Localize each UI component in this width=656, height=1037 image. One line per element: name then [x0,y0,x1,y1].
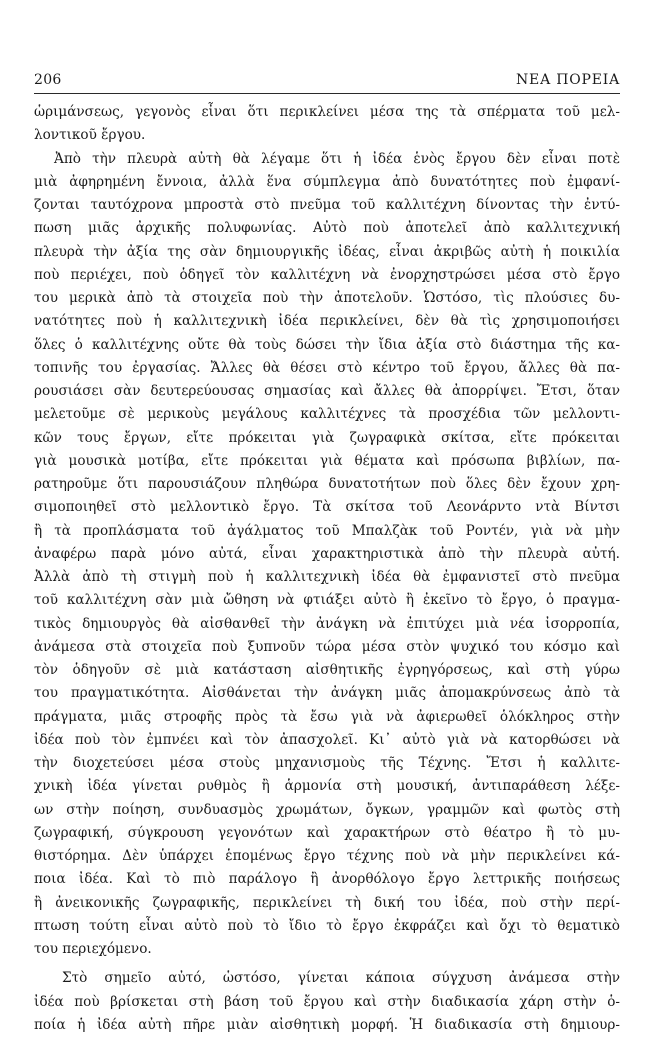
text-line: Ἀπὸ τὴν πλευρὰ αὐτὴ θὰ λέγαμε ὅτι ἡ ἰδέα ἑνὸς ἔργου δὲν εἶναι ποτὲ [54,150,620,167]
text-line: Ἀλλὰ ἀπὸ τὴ στιγμὴ ποὺ ἡ καλλιτεχνικὴ ἰδέα θὰ ἐμφανιστεῖ στὸ πνεῦμα [34,569,620,585]
text-line: χνικὴ ἰδέα γίνεται ρυθμὸς ἢ ἁρμονία στὴ μουσική, ἀντιπαράθεση λέξε- [34,778,620,795]
paragraph [34,101,620,148]
text-line: Στὸ σημεῖο αὐτό, ὡστόσο, γίνεται κάποια σύγχυση ἀνάμεσα στὴν [62,970,620,987]
text-line: ποὺ περιέχει, ποὺ ὁδηγεῖ τὸν καλλιτέχνη νὰ ἐνορχηστρώσει μέσα στὸ ἔργο [34,266,620,283]
text-line: ἰδέα ποὺ τὸν ἐμπνέει καὶ τὸν ἀπασχολεῖ. Κι᾿ αὐτὸ γιὰ νὰ κατορθώσει νὰ [34,731,620,748]
paragraph [34,967,620,1037]
text-line: ζονται ταυτόχρονα μπροστὰ στὸ πνεῦμα τοῦ καλλιτέχνη δίνοντας τὴν ἐντύ- [34,197,620,213]
text-line: πλευρὰ τὴν ἀξία της σὰν δημιουργικῆς ἰδέας, εἶναι ἀκριβῶς αὐτὴ ἡ ποικιλία [34,243,620,260]
text-line: του περιεχόμενο. [34,941,152,957]
text-line: μιὰ ἀφηρημένη ἔννοια, ἀλλὰ ἕνα σύμπλεγμα ἀπὸ δυνατότητες ποὺ ἐμφανί- [34,173,620,190]
text-line: λοντικοῦ ἔργου. [34,127,146,144]
text-line: τικὸς δημιουργὸς θὰ αἰσθανθεῖ τὴν ἀνάγκη νὰ ἐπιτύχει μιὰ νέα ἰσορροπία, [34,615,620,632]
text-line: ποια ἰδέα. Καὶ τὸ πιὸ παράλογο ἢ ἀνορθόλογο ἔργο λεττρικῆς ποιήσεως [34,871,620,888]
text-line: γιὰ μουσικὰ μοτίβα, εἴτε πρόκειται γιὰ θέματα καὶ πρόσωπα βιβλίων, πα- [34,452,620,469]
text-line: θιστόρημα. Δὲν ὑπάρχει ἑπομένως ἔργο τέχνης ποὺ νὰ μὴν περικλείνει κά- [34,848,620,864]
page-number: 206 [34,72,62,88]
text-line: ζωγραφική, σύγκρουση γεγονότων καὶ χαρακτήρων στὸ θέατρο ἢ τὸ μυ- [34,824,620,841]
text-line: μελετοῦμε σὲ μερικοὺς μεγάλους καλλιτέχνες τὰ προσχέδια τῶν μελλοντι- [34,406,620,423]
text-line: του πραγματικότητα. Αἰσθάνεται τὴν ἀνάγκη μιᾶς ἀπομακρύνσεως ἀπὸ τὰ [34,685,620,702]
text-line: ποία ἡ ἰδέα αὐτὴ πῆρε μιὰν αἰσθητικὴ μορφή. Ἡ διαδικασία στὴ δημιουρ- [34,1016,620,1033]
body-text [34,101,620,1037]
text-line: ρατηροῦμε ὅτι παρουσιάζουν πληθώρα δυνατοτήτων ποὺ ὅλες δὲν ἔχουν χρη- [34,476,620,492]
text-line: ἀναφέρω παρὰ μόνο αὐτά, εἶναι χαρακτηριστικὰ ἀπὸ τὴν πλευρὰ αὐτή. [34,545,620,562]
text-line: ρουσιάσει σὰν δευτερεύουσας σημασίας καὶ ἄλλες θὰ ἀπορρίψει. Ἔτσι, ὅταν [34,383,620,399]
text-line: σιμοποιηθεῖ στὸ μελλοντικὸ ἔργο. Τὰ σκίτσα τοῦ Λεονάρντο ντὰ Βίντσι [34,499,620,516]
text-line: ὅλες ὁ καλλιτέχνης οὔτε θὰ τοὺς δώσει τὴν ἴδια ἀξία στὸ διάστημα τῆς κα- [34,336,620,353]
text-line: τὸν ὁδηγοῦν σὲ μιὰ κατάσταση αἰσθητικῆς ἐγρηγόρσεως, καὶ στὴ γύρω [34,662,620,678]
text-line: ἰδέα ποὺ βρίσκεται στὴ βάση τοῦ ἔργου καὶ στὴν διαδικασία χάρη στὴν ὁ- [34,993,620,1010]
text-line: πωση μιᾶς ἀρχικῆς πολυφωνίας. Αὐτὸ ποὺ ἀποτελεῖ ἀπὸ καλλιτεχνική [34,220,620,237]
text-line: τοῦ καλλιτέχνη σὰν μιὰ ὤθηση νὰ φτιάξει αὐτὸ ἢ ἐκεῖνο τὸ ἔργο, ὁ πραγμα- [34,592,620,609]
text-line: πτωση τούτη εἶναι αὐτὸ ποὺ τὸ ἴδιο τὸ ἔργο ἐκφράζει καὶ ὄχι τὸ θεματικὸ [34,917,620,934]
text-line: ἢ τὰ προπλάσματα τοῦ ἀγάλματος τοῦ Μπαλζὰκ τοῦ Ροντέν, γιὰ νὰ μὴν [34,522,620,539]
text-line: ἢ ἀνεικονικῆς ζωγραφικῆς, περικλείνει τὴ δική του ἰδέα, ποὺ στὴν περί- [34,894,620,911]
text-line: νατότητες ποὺ ἡ καλλιτεχνικὴ ἰδέα περικλείνει, δὲν θὰ τὶς χρησιμοποιήσει [34,313,620,330]
text-line: ἀνάμεσα στὰ στοιχεῖα ποὺ ξυπνοῦν τώρα μέσα στὸν ψυχικό του κόσμο καὶ [34,638,620,655]
text-line: ων στὴν ποίηση, συνδυασμὸς χρωμάτων, ὄγκων, γραμμῶν καὶ φωτὸς στὴ [34,801,620,818]
page-header [34,72,620,92]
text-line: τοπινῆς του ἐργασίας. Ἄλλες θὰ θέσει στὸ κέντρο τοῦ ἔργου, ἄλλες θὰ πα- [34,359,620,376]
text-line: του μερικὰ ἀπὸ τὰ στοιχεῖα ποὺ τὴν ἀποτελοῦν. Ὡστόσο, τὶς πλούσιες δυ- [34,290,620,306]
text-line: ὡριμάνσεως, γεγονὸς εἶναι ὅτι περικλείνει μέσα της τὰ σπέρματα τοῦ μελ- [34,104,620,120]
text-line: τὴν διοχετεύσει μέσα στοὺς μηχανισμοὺς τῆς Τέχνης. Ἔτσι ἡ καλλιτε- [34,755,620,771]
text-line: κῶν τους ἔργων, εἴτε πρόκειται γιὰ ζωγραφικὰ σκίτσα, εἴτε πρόκειται [34,429,620,446]
text-line: πράγματα, μιᾶς στροφῆς πρὸς τὰ ἔσω γιὰ νὰ ἀφιερωθεῖ ὁλόκληρος στὴν [34,708,620,725]
running-title: ΝΕΑ ΠΟΡΕΙΑ [516,72,620,88]
paragraph [34,148,620,962]
header-rule [34,93,620,94]
